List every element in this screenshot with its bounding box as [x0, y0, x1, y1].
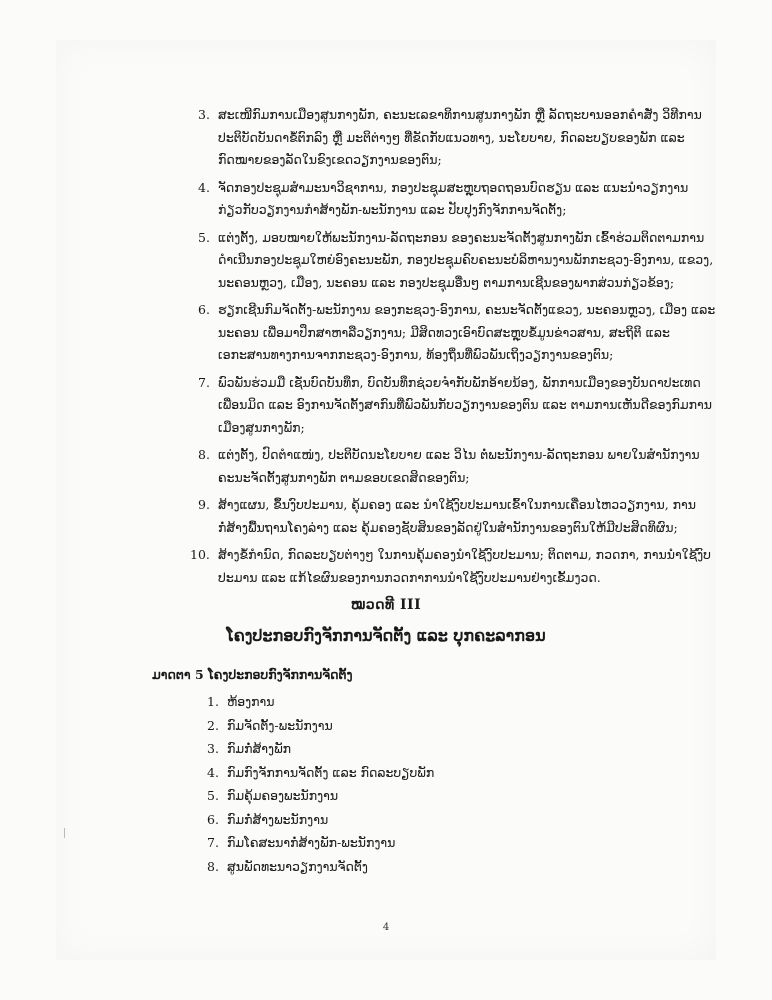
- item-text: ຮຽກເຊີນກົມຈັດຕັ້ງ-ພະນັກງານ ຂອງກະຊວງ-ອົງການ, ຄະນະຈັດຕັ້ງແຂວງ, ນະຄອນຫຼວງ, ເມືອງ ແລະ ນະຄອນ ເພື່ອມາປຶກສາຫາລືວຽກງານ; ມີສິດທວງເອົາບົດສະຫຼຸບຂໍ້ມູນຂ່າວສານ, ສະຖິຕິ ແລະ ເອກະສານທາງການຈາກກະຊວງ-ອົງການ, ທ້ອງຖິ່ນທີ່ພົວພັນເຖິງວຽກງານຂອງຕົນ;: [218, 302, 716, 362]
- item-text: ກົມກົງຈັກການຈັດຕັ້ງ ແລະ ກົດລະບຽບພັກ: [226, 764, 435, 780]
- list-item: [198, 177, 718, 222]
- item-text: ສ້າງແຜນ, ຂຶ້ນງົບປະມານ, ຄຸ້ມຄອງ ແລະ ນຳໃຊ້ງົບປະມານເຂົ້າໃນການເຄື່ອນໄຫວວຽກງານ, ການກໍ່ສ້າງພື້ນຖານໂຄງລ່າງ ແລະ ຄຸ້ມຄອງຊັບສິນຂອງລັດຢູ່ໃນສຳນັກງານຂອງຕົນໃຫ້ມີປະສິດທິຜົນ;: [218, 497, 697, 535]
- article-heading: ມາດຕາ 5 ໂຄງປະກອບກົງຈັກການຈັດຕັ້ງ: [152, 667, 353, 682]
- list-item: [207, 761, 434, 785]
- list-item: [198, 104, 718, 172]
- list-item: [198, 299, 718, 367]
- list-item: [198, 494, 718, 539]
- scan-margin-mark: [64, 828, 65, 838]
- item-number: 10.: [190, 547, 210, 562]
- item-number: 3.: [207, 741, 219, 756]
- item-text: ກົມໂຄສະນາກໍ່ສ້າງພັກ-ພະນັກງານ: [226, 835, 396, 850]
- item-text: ກົມຈັດຕັ້ງ-ພະນັກງານ: [226, 717, 333, 733]
- list-item: [207, 714, 434, 738]
- duties-list: [190, 104, 718, 594]
- item-number: 6.: [198, 302, 210, 317]
- item-number: 3.: [198, 107, 210, 122]
- item-number: 1.: [207, 694, 219, 709]
- item-number: 5.: [198, 229, 210, 245]
- item-number: 6.: [207, 811, 219, 827]
- list-item: [207, 808, 434, 832]
- item-number: 5.: [207, 788, 219, 803]
- item-text: ພົວພັນຮ່ວມມື ເຊັ່ນບົດບັນທຶກ, ບົດບັນທຶກຊ່ວຍຈຳກັບພັກອ້າຍນ້ອງ, ພັກການເມືອງຂອງບັນດາປະເທດເພື່ອນມິດ ແລະ ອົງການຈັດຕັ້ງສາກົນທີ່ພົວພັນກັບວຽກງານຂອງຕົນ ແລະ ຕາມການເຫັນດີຂອງກົມການເມືອງສູນກາງພັກ;: [218, 374, 713, 435]
- list-item: [198, 444, 718, 489]
- list-item: [207, 690, 434, 714]
- list-item: [198, 372, 718, 440]
- item-text: ກົມກໍ່ສ້າງພະນັກງານ: [226, 811, 329, 827]
- item-number: 4.: [207, 764, 219, 780]
- item-text: ສ້າງຂໍ້ກຳນົດ, ກົດລະບຽບຕ່າງໆ ໃນການຄຸ້ມຄອງນຳໃຊ້ງົບປະມານ; ຕິດຕາມ, ກວດກາ, ການນຳໃຊ້ງົບປະມານ ແລະ ແກ້ໄຂຜົນຂອງການກວດກາການນຳໃຊ້ງົບປະມານຢ່າງເຂັ້ມງວດ.: [218, 547, 711, 585]
- item-number: 7.: [198, 374, 210, 390]
- item-text: ແຕ່ງຕັ້ງ, ມອບໝາຍໃຫ້ພະນັກງານ-ລັດຖະກອນ ຂອງຄະນະຈັດຕັ້ງສູນກາງພັກ ເຂົ້າຮ່ວມຕິດຕາມການດຳເນີນກອງປະຊຸມໃຫຍ່ອົງຄະນະພັກ, ກອງປະຊຸມຄົບຄະນະບໍລິຫານງານພັກກະຊວງ-ອົງການ, ແຂວງ, ນະຄອນຫຼວງ, ເມືອງ, ນະຄອນ ແລະ ກອງປະຊຸມອື່ນໆ ຕາມການເຊີນຂອງພາກສ່ວນກ່ຽວຂ້ອງ;: [218, 229, 714, 290]
- item-text: ກົມຄຸ້ມຄອງພະນັກງານ: [226, 788, 339, 803]
- structure-list: [207, 690, 434, 878]
- item-number: 7.: [207, 835, 219, 850]
- list-item: [198, 227, 718, 295]
- chapter-title: ໂຄງປະກອບກົງຈັກການຈັດຕັ້ງ ແລະ ບຸກຄະລາກອນ: [226, 626, 546, 645]
- item-number: 2.: [207, 717, 219, 733]
- chapter-number: ໝວດທີ III: [350, 597, 422, 613]
- item-number: 4.: [198, 179, 210, 195]
- page-number: 4: [382, 922, 390, 933]
- list-item: [207, 737, 434, 761]
- list-item: [190, 544, 718, 589]
- item-text: ແຕ່ງຕັ້ງ, ປົດຕຳແໜ່ງ, ປະຕິບັດນະໂຍບາຍ ແລະ ວິໄນ ຕໍ່ພະນັກງານ-ລັດຖະກອນ ພາຍໃນສຳນັກງານຄະນະຈັດຕັ້ງສູນກາງພັກ ຕາມຂອບເຂດສິດຂອງຕົນ;: [218, 447, 700, 485]
- item-text: ກົມກໍ່ສ້າງພັກ: [226, 741, 292, 756]
- list-item: [207, 784, 434, 808]
- list-item: [207, 855, 434, 879]
- item-number: 8.: [207, 858, 219, 874]
- item-text: ຈັດກອງປະຊຸມສຳມະນາວິຊາການ, ກອງປະຊຸມສະຫຼຸບຖອດຖອນບົດຮຽນ ແລະ ແນະນຳວຽກງານກ່ຽວກັບວຽກງານກຳສ້າງພັກ-ພະນັກງານ ແລະ ປັບປຸງກົງຈັກການຈັດຕັ້ງ;: [218, 179, 689, 217]
- item-text: ສະເໜີກົມການເມືອງສູນກາງພັກ, ຄະນະເລຂາທິການສູນກາງພັກ ຫຼື ລັດຖະບານອອກຄຳສັ່ງ ວິທີການປະຕິບັດບັນດາຂໍ້ຕົກລົງ ຫຼື ມະຕິຕ່າງໆ ທີ່ຂັດກັບແນວທາງ, ນະໂຍບາຍ, ກົດລະບຽບຂອງພັກ ແລະ ກົດໝາຍຂອງລັດໃນຂົງເຂດວຽກງານຂອງຕົນ;: [218, 107, 702, 167]
- item-text: ສູນພັດທະນາວຽກງານຈັດຕັ້ງ: [226, 858, 368, 874]
- item-number: 8.: [198, 447, 210, 462]
- item-text: ຫ້ອງການ: [226, 694, 275, 709]
- list-item: [207, 831, 434, 855]
- item-number: 9.: [198, 497, 210, 512]
